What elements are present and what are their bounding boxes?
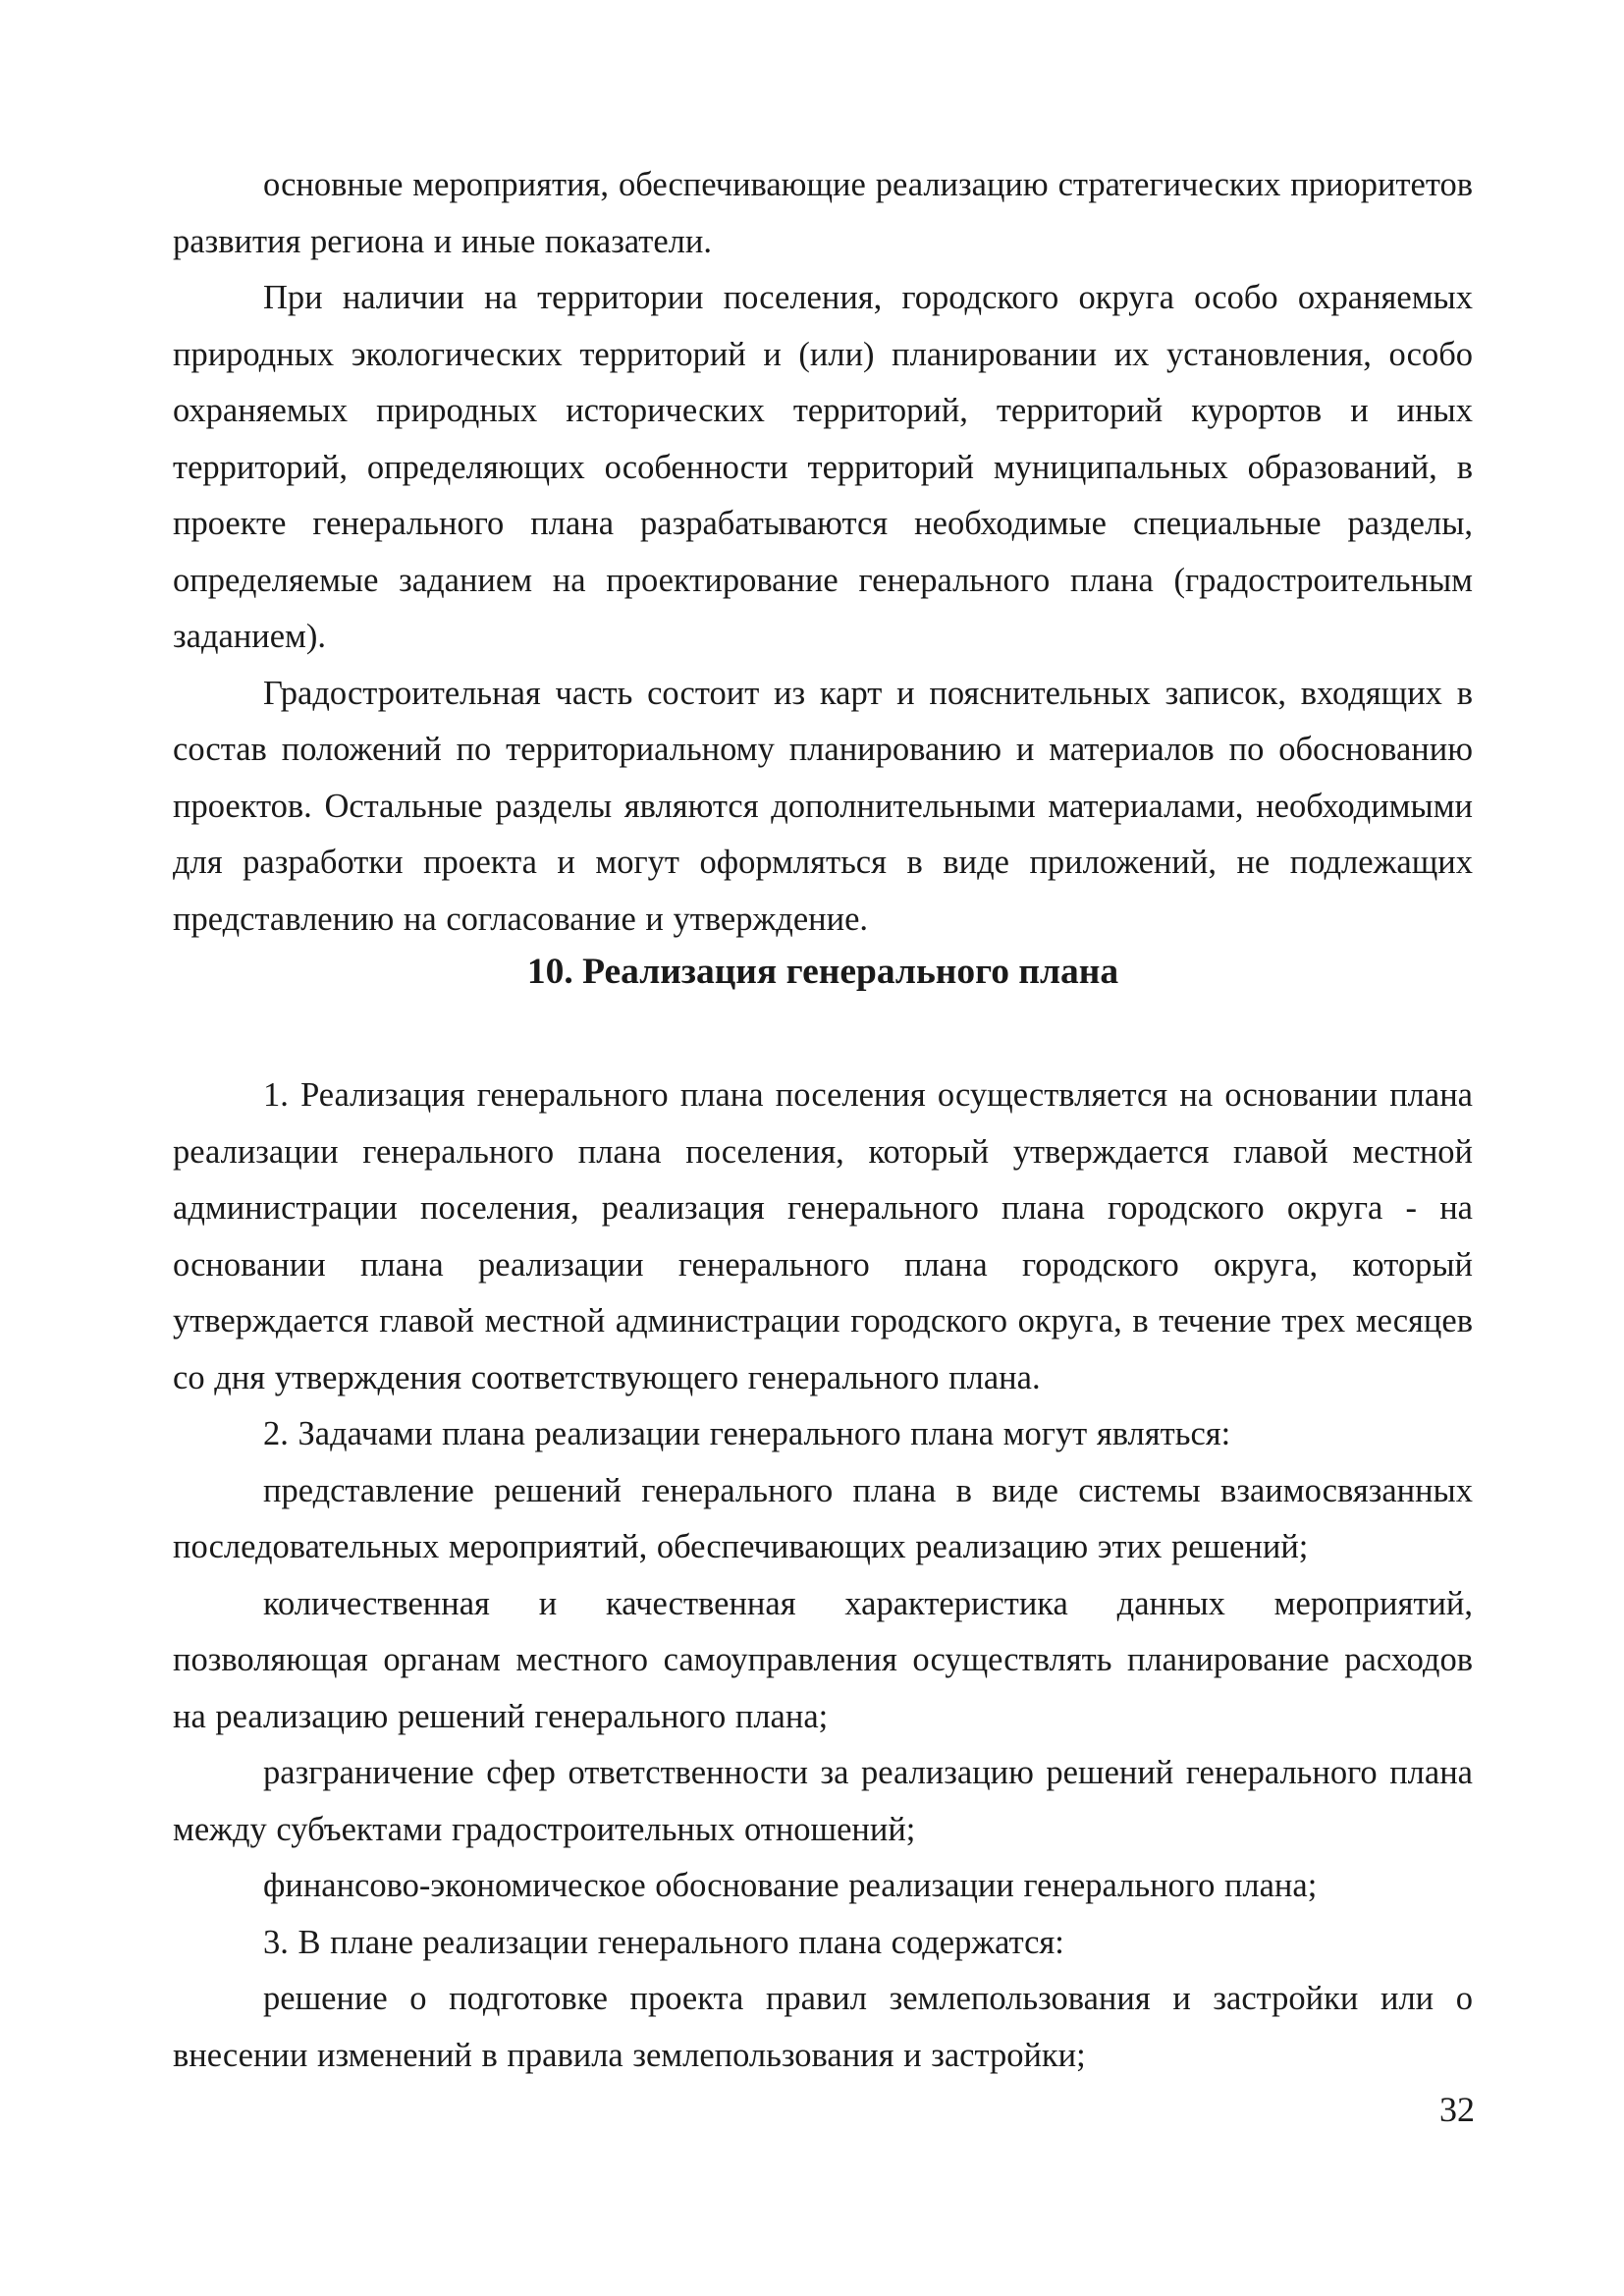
paragraph: представление решений генерального плана в виде системы взаимосвязанных последовательных мероприятий, обеспечивающих реализацию этих решений; (173, 1471, 1473, 1565)
section-heading: 10. Реализация генерального плана (526, 952, 1119, 992)
paragraph: 1. Реализация генерального плана поселения осуществляется на основании плана реализации генерального плана поселения, который утверждается главой местной администрации поселения, реализация генерального плана городского округа - на основании плана реализации генерального плана городского округа, который утверждается главой местной администрации городского округа, в течение трех месяцев со дня утверждения соответствующего генерального плана. (173, 1076, 1473, 1396)
paragraph: При наличии на территории поселения, городского округа особо охраняемых природных экологических территорий и (или) планировании их установления, особо охраняемых природных исторических территорий, территорий курортов и иных территорий, определяющих особенности территорий муниципальных образований, в проекте генерального плана разрабатываются необходимые специальные разделы, определяемые заданием на проектирование генерального плана (градостроительным заданием). (173, 279, 1473, 655)
body-text-top (173, 157, 1473, 948)
paragraph: решение о подготовке проекта правил землепользования и застройки или о внесении изменений в правила землепользования и застройки; (173, 1980, 1473, 2074)
paragraph: количественная и качественная характеристика данных мероприятий, позволяющая органам местного самоуправления осуществлять планирование расходов на реализацию решений генерального плана; (173, 1584, 1473, 1735)
paragraph: 3. В плане реализации генерального плана содержатся: (263, 1923, 1064, 1961)
paragraph: финансово-экономическое обоснование реализации генерального плана; (263, 1867, 1318, 1904)
paragraph: разграничение сфер ответственности за реализацию решений генерального плана между субъектами градостроительных отношений; (173, 1754, 1473, 1848)
paragraph: основные мероприятия, обеспечивающие реализацию стратегических приоритетов развития региона и иные показатели. (173, 166, 1473, 260)
body-text-bottom (173, 1067, 1473, 2084)
paragraph: 2. Задачами плана реализации генерального плана могут являться: (263, 1415, 1231, 1452)
page-number: 32 (1439, 2090, 1475, 2129)
paragraph: Градостроительная часть состоит из карт и пояснительных записок, входящих в состав положений по территориальному планированию и материалов по обоснованию проектов. Остальные разделы являются дополнительными материалами, необходимыми для разработки проекта и могут оформляться в виде приложений, не подлежащих представлению на согласование и утверждение. (173, 674, 1473, 938)
